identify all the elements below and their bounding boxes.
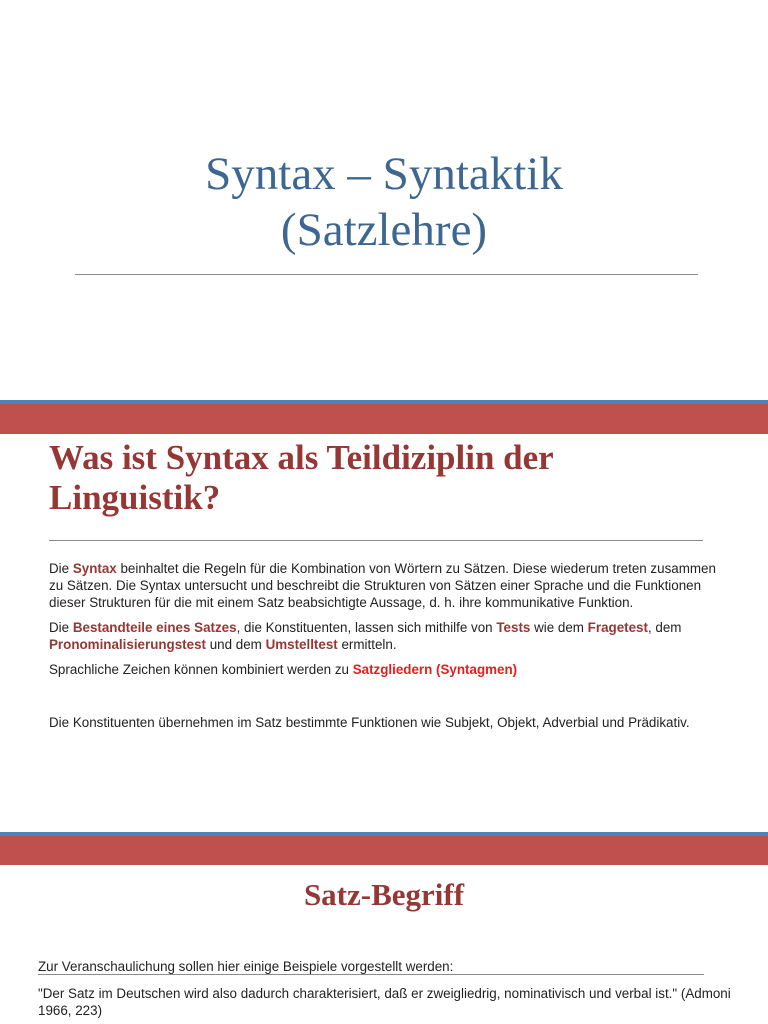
slide-syntax-definition	[0, 434, 768, 832]
paragraph-satzglieder	[49, 661, 729, 678]
heading-line-1: Was ist Syntax als Teildiziplin der	[49, 438, 554, 477]
keyword-umstelltest: Umstelltest	[265, 637, 338, 652]
text-run: beinhaltet die Regeln für die Kombination von Wörtern zu Sätzen. Diese wiederum treten zusammen zu Sätzen. Die Syntax untersucht und beschreibt die Strukturen von Sätzen einer Sprache und die Funktionen dieser Strukturen für die mit einem Satz beabsichtigte Aussage, d. h. ihre kommunikative Funktion.	[49, 561, 716, 610]
paragraph-syntax	[49, 560, 729, 611]
keyword-bestandteile: Bestandteile eines Satzes	[72, 620, 237, 635]
text-run: Die	[49, 620, 73, 635]
keyword-fragetest: Fragetest	[587, 620, 648, 635]
keyword-satzgliedern: Satzgliedern (Syntagmen)	[352, 662, 518, 677]
paragraph-functions: Die Konstituenten übernehmen im Satz bestimmte Funktionen wie Subjekt, Objekt, Adverbial und Prädikativ.	[49, 715, 690, 730]
text-run: Sprachliche Zeichen können kombiniert werden zu	[49, 662, 353, 677]
slide-body	[49, 560, 729, 739]
title-divider-line	[75, 274, 698, 275]
text-run: und dem	[206, 637, 266, 652]
slide-satz-begriff	[0, 865, 768, 1024]
slide-title-heading	[0, 146, 768, 258]
slide-heading	[49, 438, 729, 518]
paragraph-constituents	[49, 619, 729, 653]
text-run: , dem	[647, 620, 682, 635]
slide-separator-1	[0, 400, 768, 434]
keyword-pronominalisierungstest: Pronominalisierungstest	[49, 637, 206, 652]
separator-red-band	[0, 404, 768, 434]
title-line-2: (Satzlehre)	[280, 204, 488, 256]
text-run: Die	[49, 561, 73, 576]
keyword-syntax: Syntax	[72, 561, 117, 576]
intro-text: Zur Veranschaulichung sollen hier einige Beispiele vorgestellt werden:	[38, 959, 454, 974]
slide-title	[0, 0, 768, 400]
intro-divider-line	[38, 974, 704, 975]
text-run: wie dem	[530, 620, 588, 635]
text-run: , die Konstituenten, lassen sich mithilfe von	[236, 620, 497, 635]
keyword-tests: Tests	[496, 620, 531, 635]
heading-line-2: Linguistik?	[49, 478, 221, 517]
text-run: ermitteln.	[337, 637, 397, 652]
quote-text: "Der Satz im Deutschen wird also dadurch charakterisiert, daß er zweigliedrig, nominativisch und verbal ist." (Admoni 1966, 223)	[38, 986, 731, 1018]
title-line-1: Syntax – Syntaktik	[205, 148, 563, 200]
slide-heading: Satz-Begriff	[303, 877, 465, 912]
heading-divider-line	[49, 540, 703, 541]
slide-separator-2	[0, 832, 768, 869]
